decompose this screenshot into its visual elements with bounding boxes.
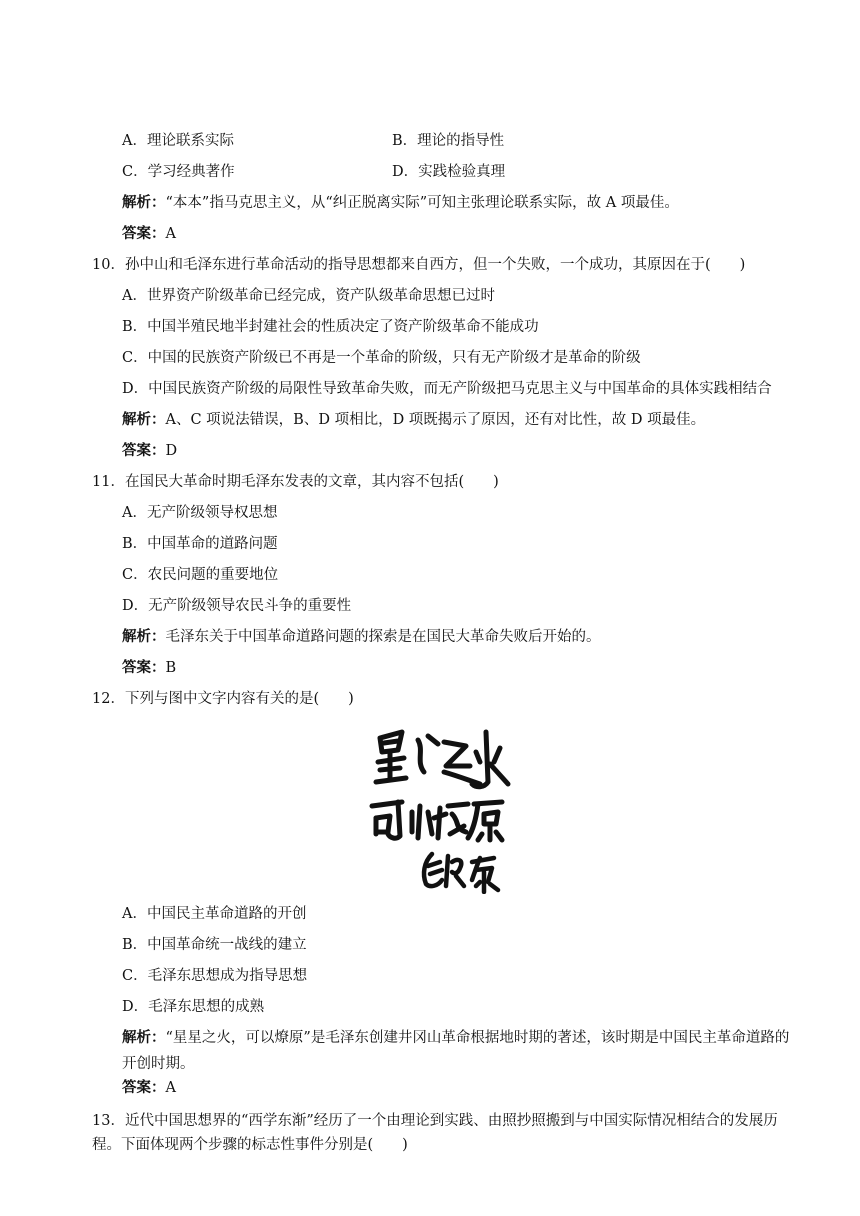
q9-analysis bbox=[122, 193, 679, 213]
answer-value: A bbox=[165, 226, 176, 242]
q10-answer bbox=[122, 441, 177, 461]
q11-option-c: C．农民问题的重要地位 bbox=[122, 567, 279, 583]
q11-option-d: D．无产阶级领导农民斗争的重要性 bbox=[122, 598, 352, 614]
q9-answer bbox=[122, 224, 176, 244]
q12-answer bbox=[122, 1078, 176, 1098]
q12-option-c: C．毛泽东思想成为指导思想 bbox=[122, 968, 308, 984]
q10-option-b: B．中国半殖民地半封建社会的性质决定了资产阶级革命不能成功 bbox=[122, 319, 539, 335]
calligraphy-image bbox=[368, 722, 518, 894]
analysis-text: “星星之火，可以燎原”是毛泽东创建井冈山革命根据地时期的著述，该时期是中国民主革命道路的开创时期。 bbox=[122, 1030, 790, 1072]
answer-value: D bbox=[165, 443, 178, 459]
q11-analysis bbox=[122, 627, 601, 647]
answer-label: 答案： bbox=[122, 225, 166, 242]
q11-option-a: A．无产阶级领导权思想 bbox=[122, 505, 278, 521]
answer-value: A bbox=[165, 1080, 176, 1096]
analysis-label: 解析： bbox=[122, 194, 166, 211]
q12-option-b: B．中国革命统一战线的建立 bbox=[122, 937, 307, 953]
q12-option-d: D．毛泽东思想的成熟 bbox=[122, 999, 265, 1015]
analysis-label: 解析： bbox=[122, 1029, 166, 1046]
q9-option-a: A．理论联系实际 bbox=[122, 133, 234, 149]
analysis-text: “本本”指马克思主义，从“纠正脱离实际”可知主张理论联系实际，故 A 项最佳。 bbox=[165, 195, 679, 211]
q13-stem: 13．近代中国思想界的“西学东渐”经历了一个由理论到实践、由照抄照搬到与中国实际情况相结合的发展历程。下面体现两个步骤的标志性事件分别是( ) bbox=[92, 1113, 778, 1153]
analysis-label: 解析： bbox=[122, 411, 166, 428]
q10-option-c: C．中国的民族资产阶级已不再是一个革命的阶级，只有无产阶级才是革命的阶级 bbox=[122, 350, 641, 366]
answer-label: 答案： bbox=[122, 442, 166, 459]
q11-answer bbox=[122, 658, 176, 678]
q12-analysis bbox=[122, 1025, 802, 1077]
answer-label: 答案： bbox=[122, 659, 166, 676]
analysis-label: 解析： bbox=[122, 628, 166, 645]
q11-option-b: B．中国革命的道路问题 bbox=[122, 536, 278, 552]
answer-label: 答案： bbox=[122, 1079, 166, 1096]
answer-value: B bbox=[165, 660, 177, 676]
q12-stem: 12．下列与图中文字内容有关的是( ) bbox=[92, 691, 354, 707]
q10-option-d: D．中国民族资产阶级的局限性导致革命失败，而无产阶级把马克思主义与中国革命的具体实践相结合 bbox=[122, 381, 772, 397]
q10-option-a: A．世界资产阶级革命已经完成，资产队级革命思想已过时 bbox=[122, 288, 495, 304]
q12-option-a: A．中国民主革命道路的开创 bbox=[122, 906, 307, 922]
q9-option-d: D．实践检验真理 bbox=[392, 164, 506, 180]
analysis-text: 毛泽东关于中国革命道路问题的探索是在国民大革命失败后开始的。 bbox=[165, 629, 601, 645]
q9-option-c: C．学习经典著作 bbox=[122, 164, 235, 180]
q10-analysis bbox=[122, 410, 705, 430]
q9-option-b: B．理论的指导性 bbox=[392, 133, 505, 149]
analysis-text: A、C 项说法错误，B、D 项相比，D 项既揭示了原因，还有对比性，故 D 项最佳。 bbox=[165, 412, 706, 428]
q10-stem: 10．孙中山和毛泽东进行革命活动的指导思想都来自西方，但一个失败，一个成功，其原因在于( ) bbox=[92, 257, 746, 273]
q11-stem: 11．在国民大革命时期毛泽东发表的文章，其内容不包括( ) bbox=[92, 474, 499, 490]
